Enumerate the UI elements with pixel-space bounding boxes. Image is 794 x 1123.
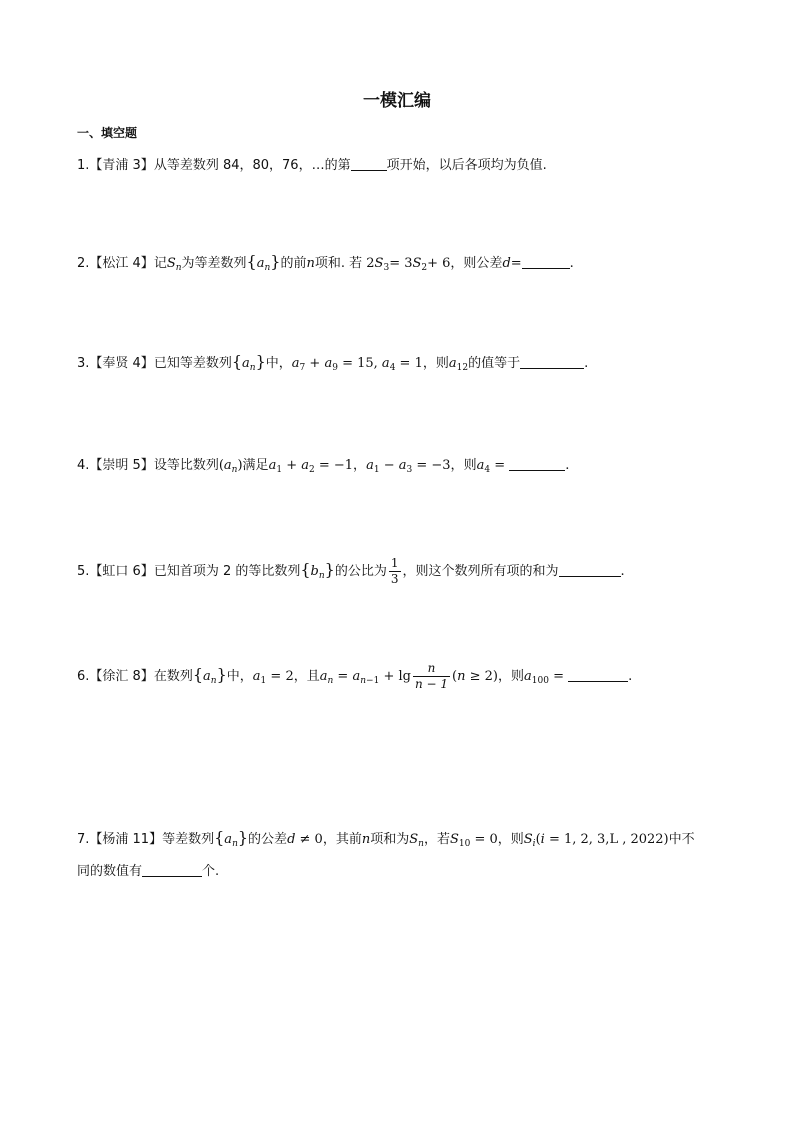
answer-blank <box>351 156 387 171</box>
answer-blank <box>522 254 570 269</box>
answer-blank <box>142 862 202 877</box>
question-3: 3.【奉贤 4】已知等差数列$\{a_n\}$中，$a_7 + a_9 = 15$, $a_4 = 1$，则$a_{12}$的值等于 . <box>77 352 589 373</box>
question-4: 4.【崇明 5】设等比数列$(a_n)$满足$a_1 + a_2 = -1$，$a_1 - a_3 = -3$，则$a_4$ = . <box>77 458 570 475</box>
question-source-tag: 【虹口 6】 <box>89 564 154 579</box>
fraction: $\frac{n}{n - 1}$ <box>414 661 448 691</box>
question-2: 2.【松江 4】记$S_n$为等差数列$\{a_n\}$的前n项和. 若 $2S_3= 3S_2+ 6$，则公差d= . <box>77 252 574 273</box>
answer-blank <box>559 562 621 577</box>
section-heading: 一、填空题 <box>77 126 138 140</box>
question-source-tag: 【杨浦 11】 <box>89 832 163 847</box>
question-source-tag: 【奉贤 4】 <box>89 356 154 371</box>
question-source-tag: 【松江 4】 <box>89 256 154 271</box>
question-5: 5.【虹口 6】已知首项为 2 的等比数列$\{b_n\}$的公比为 $\frac{1}{3}$ ，则这个数列所有项的和为 . <box>77 556 625 586</box>
question-7: 7.【杨浦 11】等差数列$\{a_n\}$的公差d ≠ 0，其前n项和为$S_n$，若$S_{10} = 0$，则$S_i(i = 1$, 2, 3,L , 2022)中不 <box>77 828 695 849</box>
question-6: 6.【徐汇 8】在数列$\{a_n\}$中，$a_1 = 2$，且$a_n = a_{n-1} + \lg$ $\frac{n}{n - 1}$ (n ≥ 2)，则$a_{100}$ = . <box>77 661 633 691</box>
question-source-tag: 【青浦 3】 <box>89 158 154 173</box>
question-source-tag: 【崇明 5】 <box>89 458 154 473</box>
answer-blank <box>509 456 565 471</box>
question-source-tag: 【徐汇 8】 <box>89 669 154 684</box>
fraction: $\frac{1}{3}$ <box>390 556 399 586</box>
answer-blank <box>568 667 628 682</box>
question-1: 1.【青浦 3】从等差数列 84，80，76，…的第 项开始，以后各项均为负值. <box>77 158 547 173</box>
answer-blank <box>520 354 584 369</box>
page-title: 一模汇编 <box>363 91 431 111</box>
question-7-line-2: 同的数值有 个. <box>77 864 220 879</box>
